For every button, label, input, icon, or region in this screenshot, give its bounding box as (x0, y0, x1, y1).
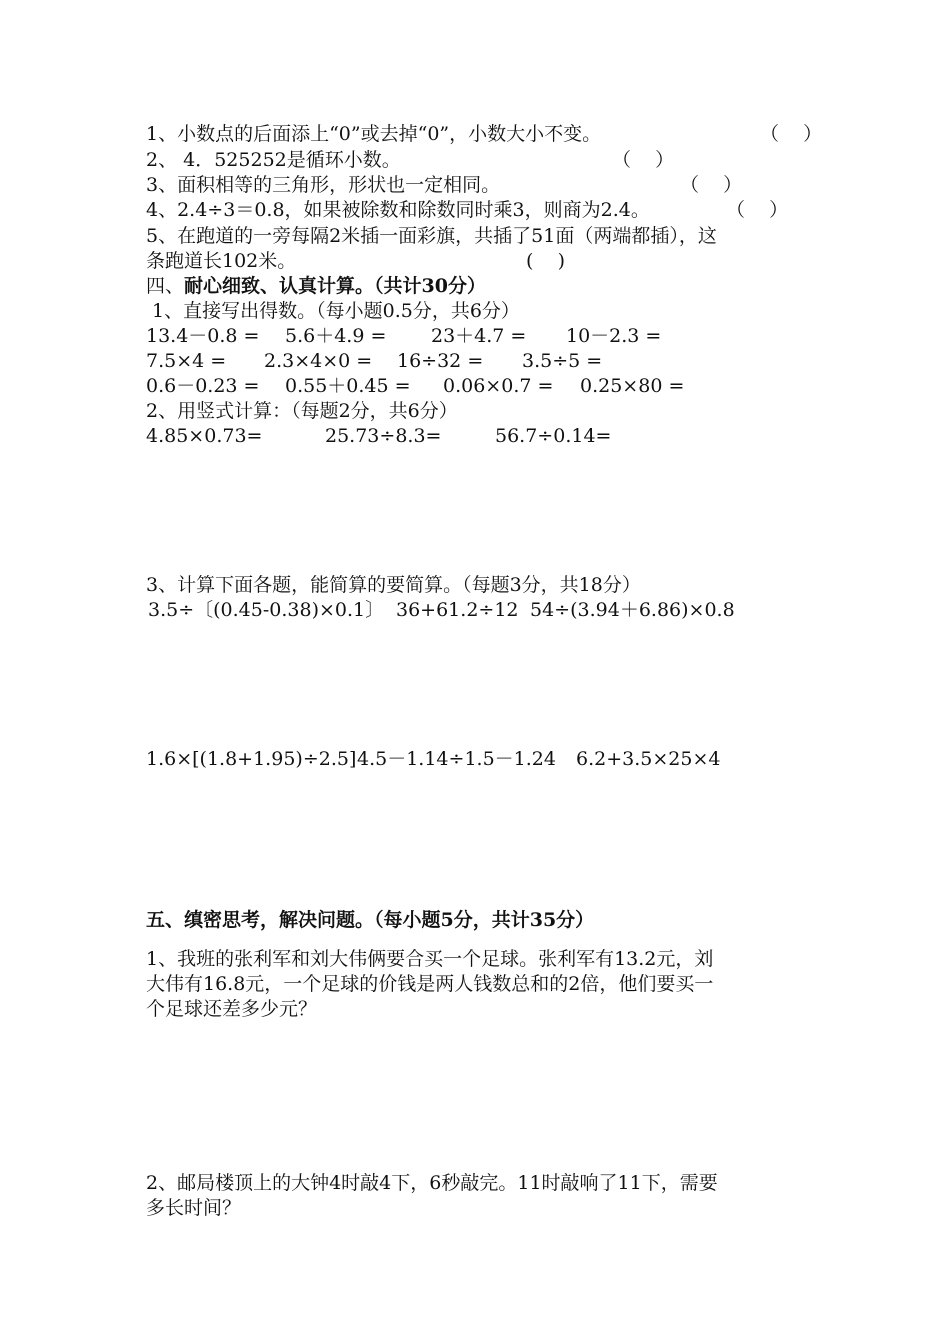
tf-item-2-paren: （ ） (612, 149, 675, 171)
simplify-calc: 3.5÷〔(0.45-0.38)×0.1〕 (148, 599, 385, 621)
s4-part1-heading: 1、直接写出得数。（每小题0.5分，共6分） (146, 300, 520, 322)
problem-1-line1: 1、我班的张利军和刘大伟俩要合买一个足球。张利军有13.2元，刘 (146, 948, 714, 970)
s4-part2-heading: 2、用竖式计算：（每题2分，共6分） (146, 400, 458, 422)
tf-item-1-paren: （ ） (760, 123, 823, 145)
problem-1-line2: 大伟有16.8元，一个足球的价钱是两人钱数总和的2倍，他们要买一 (146, 973, 714, 995)
oral-calc: 10－2.3 = (566, 325, 662, 347)
vertical-calc: 56.7÷0.14= (495, 425, 612, 447)
simplify-calc: 1.6×[(1.8+1.95)÷2.5] (146, 748, 357, 770)
simplify-calc: 4.5－1.14÷1.5－1.24 (357, 748, 556, 770)
vertical-calc: 4.85×0.73= (146, 425, 263, 447)
tf-item-2: 2、 4．525252是循环小数。 (146, 149, 401, 171)
tf-item-5-line1: 5、在跑道的一旁每隔2米插一面彩旗，共插了51面（两端都插），这 (146, 225, 717, 247)
simplify-calc: 36+61.2÷12 (396, 599, 519, 621)
oral-calc: 16÷32 = (397, 350, 484, 372)
oral-calc: 0.6－0.23 = (146, 375, 260, 397)
oral-calc: 23＋4.7 = (431, 325, 527, 347)
oral-calc: 7.5×4 = (146, 350, 227, 372)
tf-item-3: 3、面积相等的三角形，形状也一定相同。 (146, 174, 501, 196)
oral-calc: 0.06×0.7 = (443, 375, 554, 397)
problem-2-line1: 2、邮局楼顶上的大钟4时敲4下，6秒敲完。11时敲响了11下，需要 (146, 1172, 718, 1194)
oral-calc: 3.5÷5 = (522, 350, 603, 372)
tf-item-5-line2: 条跑道长102米。 (146, 250, 297, 272)
oral-calc: 2.3×4×0 = (264, 350, 373, 372)
s4-part3-heading: 3、计算下面各题，能简算的要简算。（每题3分，共18分） (146, 574, 641, 596)
vertical-calc: 25.73÷8.3= (325, 425, 442, 447)
oral-calc: 0.25×80 = (580, 375, 685, 397)
simplify-calc: 6.2+3.5×25×4 (576, 748, 721, 770)
section-4-heading: 四、耐心细致、认真计算。（共计30分） (146, 275, 486, 297)
tf-item-5-paren: ( ) (526, 250, 565, 272)
tf-item-4: 4、2.4÷3＝0.8，如果被除数和除数同时乘3，则商为2.4。 (146, 199, 650, 221)
section-5-heading: 五、缜密思考，解决问题。（每小题5分，共计35分） (146, 909, 595, 931)
tf-item-4-paren: （ ） (726, 199, 789, 221)
tf-item-1: 1、小数点的后面添上“0”或去掉“0”，小数大小不变。 (146, 123, 602, 145)
problem-1-line3: 个足球还差多少元？ (146, 998, 318, 1020)
oral-calc: 0.55＋0.45 = (285, 375, 411, 397)
oral-calc: 5.6＋4.9 = (285, 325, 387, 347)
tf-item-3-paren: （ ） (680, 174, 743, 196)
problem-2-line2: 多长时间？ (146, 1197, 242, 1219)
simplify-calc: 54÷(3.94＋6.86)×0.8 (530, 599, 735, 621)
oral-calc: 13.4－0.8 = (146, 325, 260, 347)
